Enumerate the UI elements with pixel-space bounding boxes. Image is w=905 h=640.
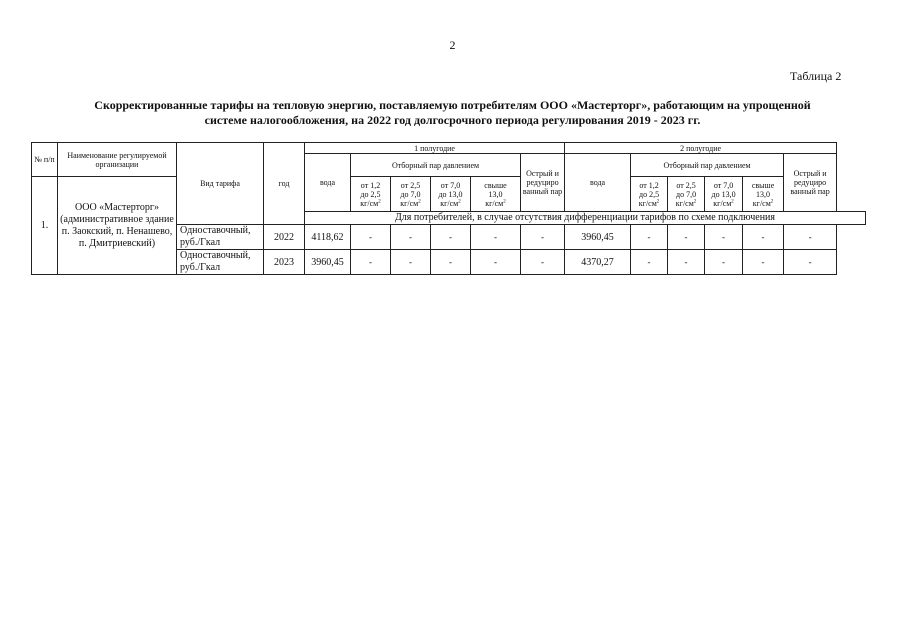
table-label: Таблица 2 xyxy=(790,69,842,83)
h1-p4-cell: - xyxy=(471,250,521,275)
h1-p2-cell: - xyxy=(391,225,431,250)
h1-p1-cell: - xyxy=(351,250,391,275)
h2-p1-cell: - xyxy=(631,250,668,275)
h2-water-cell: 4370,27 xyxy=(565,250,631,275)
header-h2-water: вода xyxy=(565,154,631,212)
h2-p2-cell: - xyxy=(668,225,705,250)
header-org: Наименование регулируемой организации xyxy=(58,143,177,177)
h1-water-cell: 3960,45 xyxy=(305,250,351,275)
header-h1-p1: от 1,2 до 2,5 $кг/см^2$ xyxy=(351,177,391,212)
tariff-type-cell: Одноставочный, руб./Гкал xyxy=(177,250,264,275)
year-cell: 2022 xyxy=(264,225,305,250)
title-line-1: Скорректированные тарифы на тепловую энергию, поставляемую потребителям ООО «Мастерторг», работающим на упрощенной xyxy=(94,98,811,112)
h1-p1-cell: - xyxy=(351,225,391,250)
h2-p1-cell: - xyxy=(631,225,668,250)
title-line-2: системе налогообложения, на 2022 год долгосрочного периода регулирования 2019 - 2023 гг. xyxy=(204,113,701,127)
header-h1-sharp: Острый и редуциро ванный пар xyxy=(521,154,565,212)
h2-water-cell: 3960,45 xyxy=(565,225,631,250)
h1-sharp-cell: - xyxy=(521,225,565,250)
header-h2-steam: Отборный пар давлением xyxy=(631,154,784,177)
h2-p2-cell: - xyxy=(668,250,705,275)
header-row-pressure xyxy=(32,177,866,212)
header-h1-water: вода xyxy=(305,154,351,212)
h1-sharp-cell: - xyxy=(521,250,565,275)
page-number: 2 xyxy=(449,38,456,52)
h2-p4-cell: - xyxy=(743,225,784,250)
year-cell: 2023 xyxy=(264,250,305,275)
row-number: 1. xyxy=(32,177,58,275)
header-year: год xyxy=(264,143,305,225)
header-tariff-type: Вид тарифа xyxy=(177,143,264,225)
h2-sharp-cell: - xyxy=(784,250,837,275)
document-title xyxy=(40,98,865,128)
h1-p3-cell: - xyxy=(431,225,471,250)
header-row-halves xyxy=(32,143,866,154)
h2-p3-cell: - xyxy=(705,250,743,275)
consumers-note: Для потребителей, в случае отсутствия дифференциации тарифов по схеме подключения xyxy=(305,212,866,225)
header-half-1: 1 полугодие xyxy=(305,143,565,154)
header-num: № п/п xyxy=(32,143,58,177)
tariff-table xyxy=(31,142,866,275)
h1-p3-cell: - xyxy=(431,250,471,275)
header-h2-p4: свыше 13,0 $кг/см^2$ xyxy=(743,177,784,212)
header-h1-p3: от 7,0 до 13,0 $кг/см^2$ xyxy=(431,177,471,212)
header-h2-p2: от 2,5 до 7,0 $кг/см^2$ xyxy=(668,177,705,212)
tariff-type-cell: Одноставочный, руб./Гкал xyxy=(177,225,264,250)
header-h2-p1: от 1,2 до 2,5 $кг/см^2$ xyxy=(631,177,668,212)
h2-p3-cell: - xyxy=(705,225,743,250)
header-h2-p3: от 7,0 до 13,0 $кг/см^2$ xyxy=(705,177,743,212)
h1-water-cell: 4118,62 xyxy=(305,225,351,250)
h2-p4-cell: - xyxy=(743,250,784,275)
h1-p2-cell: - xyxy=(391,250,431,275)
header-h1-p4: свыше 13,0 $кг/см^2$ xyxy=(471,177,521,212)
h2-sharp-cell: - xyxy=(784,225,837,250)
header-half-2: 2 полугодие xyxy=(565,143,837,154)
h1-p4-cell: - xyxy=(471,225,521,250)
header-h1-p2: от 2,5 до 7,0 $кг/см^2$ xyxy=(391,177,431,212)
organization-name: ООО «Мастерторг» (административное здание п. Заокский, п. Ненашево, п. Дмитриевский) xyxy=(58,177,177,275)
header-h2-sharp: Острый и редуциро ванный пар xyxy=(784,154,837,212)
header-h1-steam: Отборный пар давлением xyxy=(351,154,521,177)
